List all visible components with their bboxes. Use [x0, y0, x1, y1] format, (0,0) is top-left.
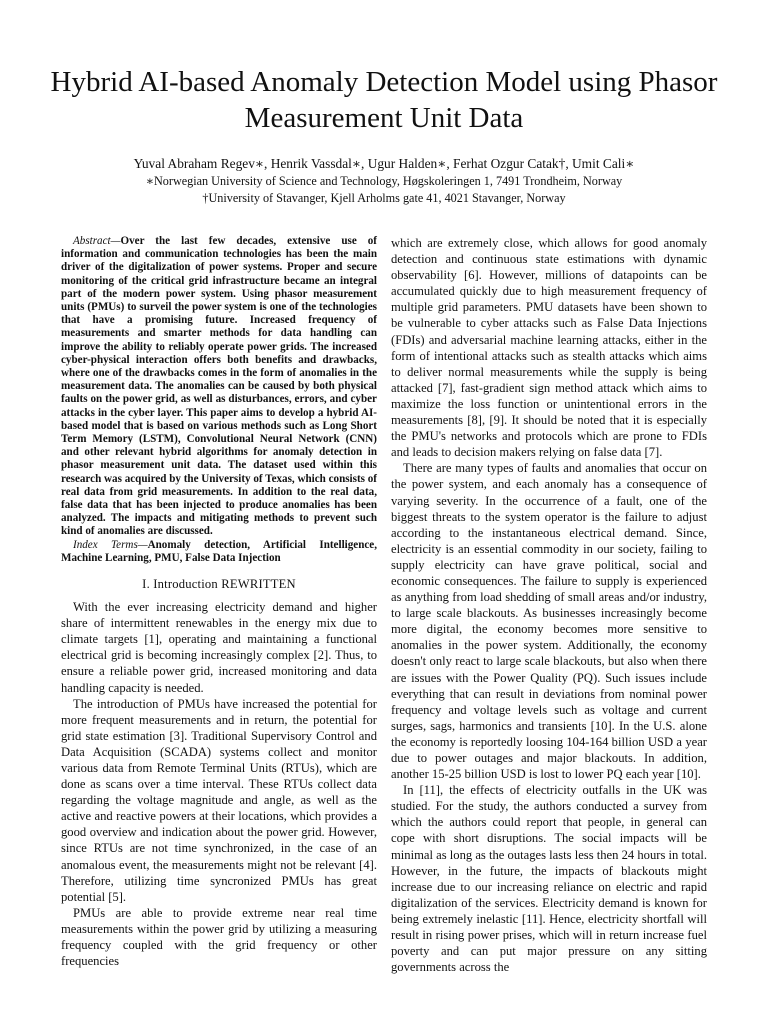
right-column	[391, 235, 707, 975]
author-list: Yuval Abraham Regev∗, Henrik Vassdal∗, Ugur Halden∗, Ferhat Ozgur Catak†, Umit Cali∗	[133, 156, 635, 171]
index-terms	[61, 539, 377, 565]
index-terms-lead: Index Terms—	[73, 538, 148, 551]
body-paragraph-continued: which are extremely close, which allows for good anomaly detection and continuous state estimations with dynamic observability [6]. However, millions of datapoints can be accumulated quickly due to high measurement frequency of multiple grid parameters. PMU datasets have been shown to be vulnerable to cyber attacks such as False Data Injections (FDIs) and adversarial machine learning attacks, either in the form of intentional attacks such as stealth attacks which aims to deliver normal measurements while the supply is being attacked [7], fast-gradient sign method attack which aims to maximize the loss function or unintentional errors in the measurements [8], [9]. It should be noted that it is especially the PMU's networks and protocols which are prone to FDIs and leads to decision makers relying on false data [7].	[391, 236, 707, 460]
body-paragraph-uk-study: In [11], the effects of electricity outfalls in the UK was studied. For the study, the authors conducted a survey from which the authors could report that people, in general can cope with short disruptions. The social impacts will be minimal as long as the outages lasts less then 24 hours in total. However, in the future, the impacts of blackouts might increase due to our increasing reliance on electric and rapid digitalization of the services. Electricity demand is known for being extremely inelastic [11]. Hence, electricity shortfall will result in rising power prises, which will in return increase fuel poverty and can put major pressure on any sitting governments across the	[391, 783, 707, 975]
section-heading: I. Introduction REWRITTEN	[142, 577, 296, 592]
left-column	[61, 235, 377, 969]
affiliation-stavanger: †University of Stavanger, Kjell Arholms gate 41, 4021 Stavanger, Norway	[202, 191, 566, 205]
paper-title: Hybrid AI-based Anomaly Detection Model using Phasor Measurement Unit Data	[50, 66, 718, 134]
affiliation-ntnu: ∗Norwegian University of Science and Technology, Høgskoleringen 1, 7491 Trondheim, Norway	[145, 174, 623, 188]
body-paragraph-faults: There are many types of faults and anomalies that occur on the power system, and each anomaly has a consequence of varying severity. In the occurrence of a fault, one of the biggest threats to the system operator is the failure to adjust according to the instantaneous electrical demand. Since, electricity is an essential commodity in our society, failing to supply electricity can have grave political, social and economic consequences. The failure to supply is experienced as anything from load shedding of small areas and/or industry, to large scale blackouts. As businesses increasingly become more digital, the economy becomes more sensitive to anomalies in the power system. Additionally, the economy doesn't only react to large scale blackouts, but also when there are issues with the Power Quality (PQ). Such issues include everything that can result in deviations from nominal power frequency and voltage levels such as voltage and current surges, sags, harmonics and transients [10]. In the U.S. alone the economy is reportedly loosing 104-164 billion USD a year due to power outages and major blackouts. In addition, another 15-25 billion USD is lost to lower PQ each year [10].	[391, 461, 707, 782]
abstract-lead: Abstract—	[73, 235, 121, 247]
index-terms-text: Anomaly detection, Artificial Intelligence, Machine Learning, PMU, False Data Injection	[61, 538, 377, 564]
intro-paragraph-1: With the ever increasing electricity demand and higher share of intermittent renewables in the energy mix due to climate targets [1], operating and maintaining a functional electrical grid is becoming increasingly complex [2]. Thus, to ensure a reliable power grid, increased monitoring and data handling capacity is needed.	[61, 600, 377, 695]
abstract	[61, 235, 377, 539]
abstract-text: Over the last few decades, extensive use of information and communication technologies has been the main driver of the digitalization of power systems. Proper and secure monitoring of the critical grid infrastructure became an integral part of the modern power system. Using phasor measurement units (PMUs) to surveil the power system is one of the technologies that have a promising future. Increased frequency of measurements and smarter methods for data handling can improve the ability to reliably operate power grids. The increased cyber-physical interaction offers both benefits and drawbacks, where one of the drawbacks comes in the form of anomalies in the measurement data. The anomalies can be caused by both physical faults on the power grid, as well as disturbances, errors, and cyber attacks in the cyber layer. This paper aims to develop a hybrid AI-based model that is based on various methods such as Long Short Term Memory (LSTM), Convolutional Neural Network (CNN) and other relevant hybrid algorithms for anomaly detection in phasor measurement unit data. The dataset used within this research was acquired by the University of Texas, which consists of real data from grid measurements. In addition to the real data, false data that has been injected to produce anomalies has been analyzed. The impacts and mitigating methods to prevent such kind of anomalies are discussed.	[61, 235, 377, 538]
intro-paragraph-2: The introduction of PMUs have increased the potential for more frequent measurements and in return, the potential for grid state estimation [3]. Traditional Supervisory Control and Data Acquisition (SCADA) systems collect and monitor various data from Remote Terminal Units (RTUs), which are done as scans over a time interval. These RTUs collect data regarding the voltage magnitude and angle, as well as the active and reactive powers at their locations, which provides a good overview and indication about the power grid. However, since RTUs are not time synchronized, in the case of an anomalous event, the measurements might not be relevant [4]. Therefore, utilizing time syncronized PMUs has great potential [5].	[61, 696, 377, 904]
intro-paragraph-3: PMUs are able to provide extreme near real time measurements within the power grid by utilizing a measuring frequency coupled with the grid frequency or other frequencies	[61, 905, 377, 969]
